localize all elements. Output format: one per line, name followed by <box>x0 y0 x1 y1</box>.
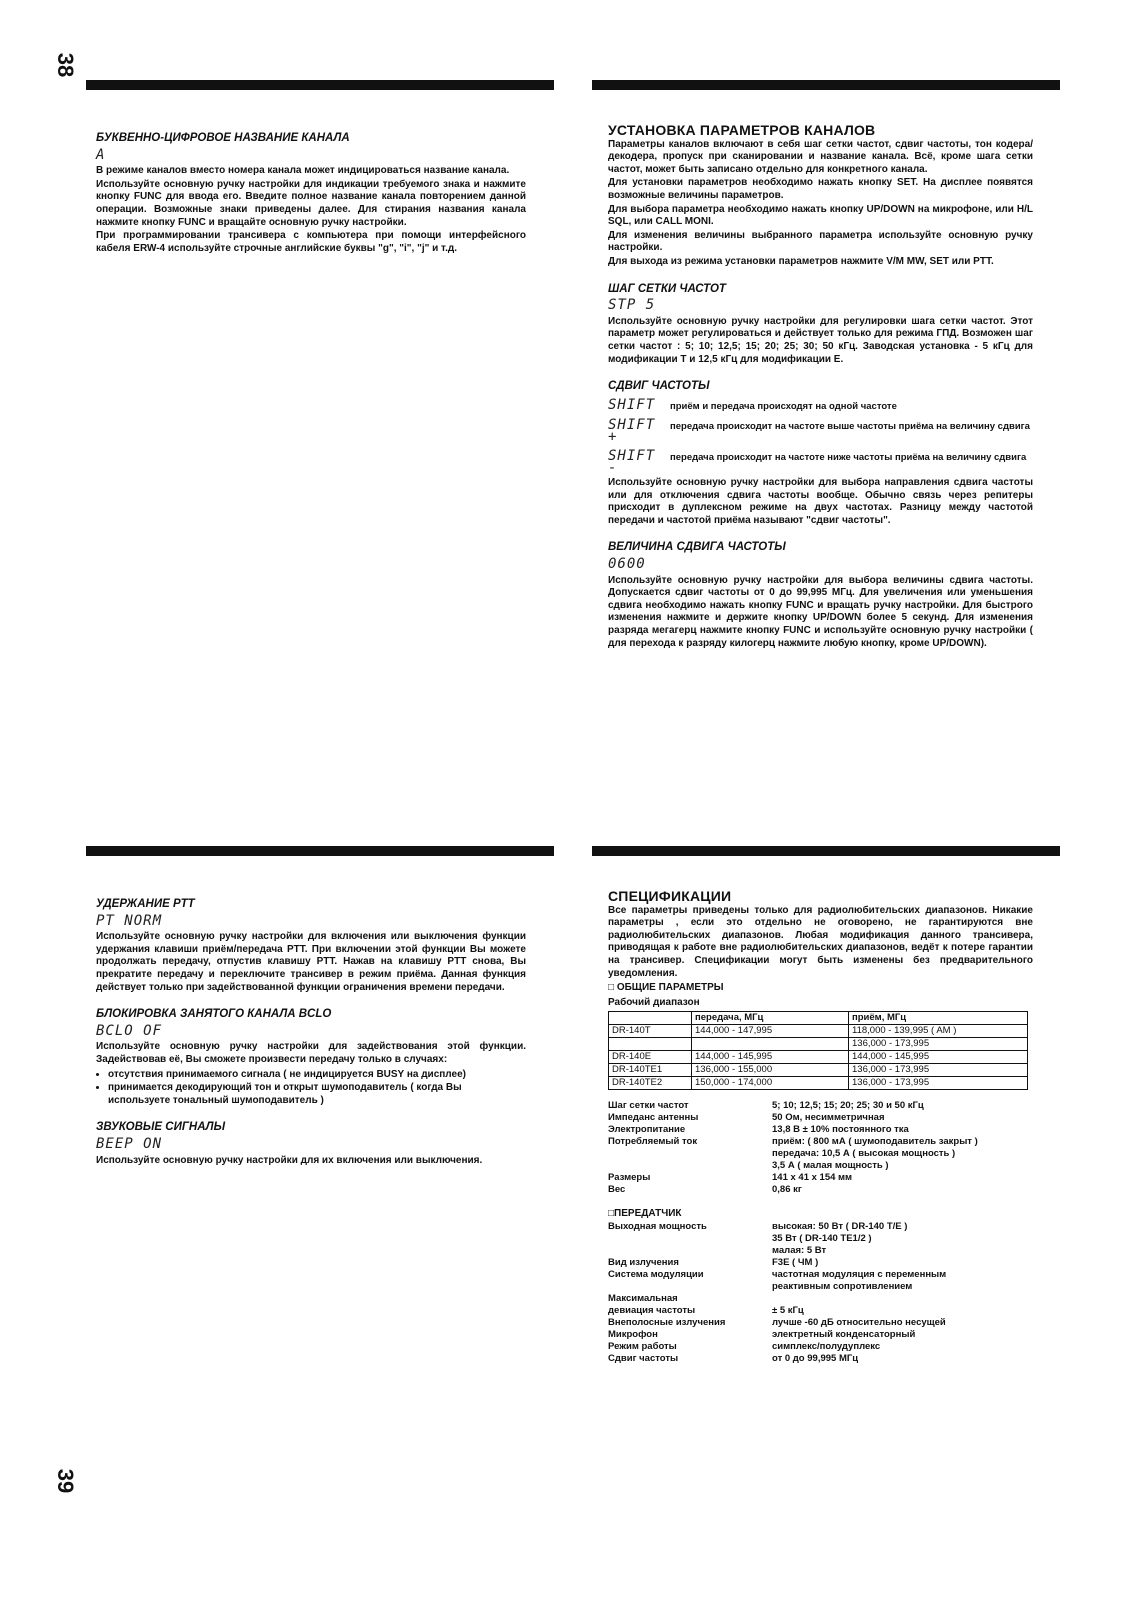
spec-row <box>608 1269 1033 1293</box>
spec-row <box>608 1293 1033 1305</box>
page-number-left: 38 <box>53 52 78 78</box>
spec-label: Режим работы <box>608 1340 677 1352</box>
setup-section <box>608 124 1033 651</box>
specs-title: СПЕЦИФИКАЦИИ <box>608 888 732 904</box>
general-specs <box>608 1100 1033 1196</box>
section-divider <box>592 846 1060 856</box>
table-row <box>609 1064 1028 1077</box>
shift-display: SHIFT + <box>608 416 656 446</box>
spec-value <box>772 1317 946 1329</box>
spec-label: Шаг сетки частот <box>608 1100 689 1112</box>
spec-row <box>608 1317 1033 1329</box>
table-cell: 136,000 - 173,995 <box>849 1038 1028 1051</box>
range-table <box>608 1011 1028 1090</box>
spec-value-line: 50 Ом, несимметричная <box>772 1112 885 1124</box>
offset-text: Используйте основную ручку настройки для выбора величины сдвига частоты. Допускается сдвиг частоты от 0 до 99,995 МГц. Для увеличения или уменьшения сдвига необходимо нажать кнопку FUNC и вращать ручку настройки. Для быстрого изменения нажмите и держите кнопку UP/DOWN более 5 секунд. Для изменения разряда мегагерц нажмите кнопку FUNC и используйте основную ручку настройки ( для перехода к разряду килогерц нажмите любую кнопку, кроме UP/DOWN). <box>608 574 1033 649</box>
shift-desc: приём и передача происходят на одной частоте <box>670 400 897 412</box>
table-cell: 118,000 - 139,995 ( AM ) <box>849 1025 1028 1038</box>
spec-label: Сдвиг частоты <box>608 1352 679 1364</box>
ptt-title: УДЕРЖАНИЕ PTT <box>96 898 195 910</box>
spec-value-line: 13,8 В ± 10% постоянного тка <box>772 1124 909 1136</box>
spec-label: Вид излучения <box>608 1256 679 1268</box>
spec-value <box>772 1329 915 1341</box>
beep-title: ЗВУКОВЫЕ СИГНАЛЫ <box>96 1121 226 1134</box>
step-text: Используйте основную ручку настройки для регулировки шага сетки частот. Этот параметр может регулироваться и действует только для режима ГПД. Возможен шаг сетки частот : 5; 10; 12,5; 15; 20; 25; 30; 50 кГц. Заводская установка - 5 кГц для модификации Т и 12,5 кГц для модификации Е. <box>608 315 1033 365</box>
spec-value <box>772 1184 802 1196</box>
alnum-paragraph: Используйте основную ручку настройки для индикации требуемого знака и нажмите кнопку FUNC для ввода его. Введите полное название канала повторением данной операции. Возможные знаки приведены далее. Для стирания названия канала нажмите кнопку FUNC и вращайте основную ручку настройки. <box>96 178 526 228</box>
spec-row <box>608 1112 1033 1124</box>
spec-row <box>608 1257 1033 1269</box>
spec-value-line: 3,5 А ( малая мощность ) <box>772 1160 889 1172</box>
table-cell <box>609 1038 692 1051</box>
offset-title: ВЕЛИЧИНА СДВИГА ЧАСТОТЫ <box>608 541 786 554</box>
spec-value <box>772 1112 885 1124</box>
ptt-display: PT NORM <box>96 912 163 929</box>
shift-desc: передача происходит на частоте выше частоты приёма на величину сдвига <box>670 420 1030 432</box>
table-cell: DR-140T <box>609 1025 692 1038</box>
spec-row <box>608 1353 1033 1365</box>
spec-value-line: лучше -60 дБ относительно несущей <box>772 1316 946 1328</box>
table-cell: DR-140TE1 <box>609 1064 692 1077</box>
alnum-paragraph: В режиме каналов вместо номера канала может индицироваться название канала. <box>96 165 510 177</box>
spec-value-line: 5; 10; 12,5; 15; 20; 25; 30 и 50 кГц <box>772 1100 924 1112</box>
table-header: передача, МГц <box>692 1012 849 1025</box>
spec-row <box>608 1305 1033 1317</box>
section-divider <box>86 846 554 856</box>
table-cell: 136,000 - 155,000 <box>692 1064 849 1077</box>
spec-label: девиация частоты <box>608 1304 696 1316</box>
ptt-text: Используйте основную ручку настройки для включения или выключения функции удержания клавиши приём/передача PTT. При включении этой функции Вы можете продолжать передачу, отпустив клавишу PTT. Нажав на клавишу PTT снова, Вы прекратите передачу и переключите трансивер в режим приёма. Данная функция действует только при задействованной функции ограничения времени передачи. <box>96 931 526 993</box>
spec-value-line: электретный конденсаторный <box>772 1328 916 1340</box>
spec-row <box>608 1100 1033 1112</box>
bclo-title: БЛОКИРОВКА ЗАНЯТОГО КАНАЛА BCLO <box>96 1008 332 1021</box>
table-header <box>609 1012 692 1025</box>
spec-value-line: F3E ( ЧМ ) <box>772 1256 819 1268</box>
spec-value-line: реактивным сопротивлением <box>772 1280 913 1292</box>
spec-value-line: малая: 5 Вт <box>772 1244 827 1256</box>
step-display: STP 5 <box>608 297 656 314</box>
specs-section <box>608 890 1033 1365</box>
spec-row <box>608 1329 1033 1341</box>
spec-value <box>772 1305 804 1317</box>
setup-paragraph: Для выхода из режима установки параметров нажмите V/M MW, SET или PTT. <box>608 255 994 267</box>
spec-value-line: от 0 до 99,995 МГц <box>772 1352 859 1364</box>
spec-value <box>772 1124 909 1136</box>
tx-specs <box>608 1221 1033 1365</box>
bclo-text: Используйте основную ручку настройки для задействования этой функции. Задействовав её, Вы сможете произвести передачу только в случаях: <box>96 1041 526 1065</box>
bclo-list <box>96 1069 526 1108</box>
spec-value-line: ± 5 кГц <box>772 1304 804 1316</box>
spec-value <box>772 1353 858 1365</box>
table-row <box>609 1051 1028 1064</box>
setup-paragraph: Для изменения величины выбранного параметра используйте основную ручку настройки. <box>608 229 1033 254</box>
section-divider <box>592 80 1060 90</box>
list-item: • принимается декодирующий тон и открыт шумоподавитель ( когда Вы используете тональный шумоподавитель ) <box>108 1082 526 1107</box>
beep-text: Используйте основную ручку настройки для их включения или выключения. <box>96 1154 483 1166</box>
table-cell: 144,000 - 147,995 <box>692 1025 849 1038</box>
general-head: □ ОБЩИЕ ПАРАМЕТРЫ <box>608 982 724 994</box>
table-row <box>609 1077 1028 1090</box>
table-header: приём, МГц <box>849 1012 1028 1025</box>
shift-option <box>608 447 1033 477</box>
spec-value-line: передача: 10,5 А ( высокая мощность ) <box>772 1148 956 1160</box>
spec-row <box>608 1341 1033 1353</box>
spec-label: Микрофон <box>608 1328 658 1340</box>
shift-option <box>608 396 1033 413</box>
spec-label: Электропитание <box>608 1124 686 1136</box>
spec-label: Внеполосные излучения <box>608 1316 726 1328</box>
spec-label: Максимальная <box>608 1292 678 1304</box>
spec-value <box>772 1136 978 1172</box>
table-row <box>609 1025 1028 1038</box>
table-cell <box>692 1038 849 1051</box>
spec-value <box>772 1221 907 1257</box>
range-head: Рабочий диапазон <box>608 996 700 1008</box>
spec-value <box>772 1172 852 1184</box>
setup-paragraph: Для выбора параметра необходимо нажать кнопку UP/DOWN на микрофоне, или H/L SQL, или CALL MONI. <box>608 203 1033 228</box>
shift-display: SHIFT <box>608 396 656 413</box>
setup-title: УСТАНОВКА ПАРАМЕТРОВ КАНАЛОВ <box>608 122 876 138</box>
shift-title: СДВИГ ЧАСТОТЫ <box>608 380 710 393</box>
spec-value-line: 35 Вт ( DR-140 TE1/2 ) <box>772 1232 872 1244</box>
setup-paragraph: Параметры каналов включают в себя шаг сетки частот, сдвиг частоты, тон кодера/декодера, пропуск при сканировании и название канала. Всё, кроме шага сетки частот, может быть записано отдельно для конкретного канала. <box>608 138 1033 175</box>
spec-label: Выходная мощность <box>608 1220 707 1232</box>
spec-value <box>772 1100 924 1112</box>
table-cell: 150,000 - 174,000 <box>692 1077 849 1090</box>
spec-label: Вес <box>608 1184 626 1196</box>
alnum-display: A <box>96 146 106 163</box>
shift-display: SHIFT - <box>608 447 656 477</box>
spec-label: Размеры <box>608 1172 651 1184</box>
table-cell: 144,000 - 145,995 <box>692 1051 849 1064</box>
tx-head: □ПЕРЕДАТЧИК <box>608 1208 682 1220</box>
step-title: ШАГ СЕТКИ ЧАСТОТ <box>608 282 726 295</box>
spec-row <box>608 1221 1033 1257</box>
alnum-paragraph: При программировании трансивера с компьютера при помощи интерфейсного кабеля ERW-4 используйте строчные английские буквы "g", "i", "j" и т.д. <box>96 230 526 254</box>
page-number-right: 39 <box>53 1468 78 1494</box>
spec-row <box>608 1184 1033 1196</box>
list-item: • отсутствия принимаемого сигнала ( не индицируется BUSY на дисплее) <box>108 1069 526 1082</box>
setup-paragraph: Для установки параметров необходимо нажать кнопку SET. На дисплее появятся возможные величины параметров. <box>608 177 1033 201</box>
alnum-section <box>96 132 526 256</box>
spec-row <box>608 1172 1033 1184</box>
spec-row <box>608 1136 1033 1172</box>
shift-option <box>608 416 1033 446</box>
spec-value-line: 141 x 41 x 154 мм <box>772 1172 853 1184</box>
table-row <box>609 1038 1028 1051</box>
spec-label: Импеданс антенны <box>608 1112 699 1124</box>
table-cell: DR-140TE2 <box>609 1077 692 1090</box>
spec-value <box>772 1257 818 1269</box>
shift-desc: передача происходит на частоте ниже частоты приёма на величину сдвига <box>670 451 1027 463</box>
spec-value-line: высокая: 50 Вт ( DR-140 T/E ) <box>772 1220 908 1232</box>
ptt-section <box>96 898 526 1168</box>
beep-display: BEEP ON <box>96 1135 163 1152</box>
alnum-title: БУКВЕННО-ЦИФРОВОЕ НАЗВАНИЕ КАНАЛА <box>96 132 350 144</box>
spec-row <box>608 1124 1033 1136</box>
spec-value-line: 0,86 кг <box>772 1184 802 1196</box>
spec-value <box>772 1341 880 1353</box>
spec-label: Система модуляции <box>608 1268 704 1280</box>
offset-display: 0600 <box>608 556 646 573</box>
spec-value-line: симплекс/полудуплекс <box>772 1340 881 1352</box>
table-cell: DR-140E <box>609 1051 692 1064</box>
table-cell: 144,000 - 145,995 <box>849 1051 1028 1064</box>
table-header-row <box>609 1012 1028 1025</box>
specs-intro: Все параметры приведены только для радиолюбительских диапазонов. Никакие параметры , если это отдельно не оговорено, не гарантируются вне радиолюбительских диапазонов. Любая модификация данного трансивера, приводящая к работе вне радиолюбительских диапазонов, ведёт к потере гарантии на трансивер. Спецификации могут быть изменены без предварительного уведомления. <box>608 904 1033 979</box>
table-cell: 136,000 - 173,995 <box>849 1064 1028 1077</box>
spec-value-line: частотная модуляция с переменным <box>772 1268 947 1280</box>
bclo-display: BCLO OF <box>96 1022 163 1039</box>
spec-value-line: приём: ( 800 мА ( шумоподавитель закрыт ) <box>772 1136 978 1148</box>
spec-value <box>772 1269 946 1293</box>
section-divider <box>86 80 554 90</box>
shift-text: Используйте основную ручку настройки для выбора направления сдвига частоты или для отключения сдвига частоты вообще. Обычно связь через репитеры присходит в дуплексном режиме на двух частотах. Разницу между частотой передачи и частотой приёма называют "сдвиг частоты". <box>608 477 1033 526</box>
table-cell: 136,000 - 173,995 <box>849 1077 1028 1090</box>
spec-label: Потребляемый ток <box>608 1136 698 1148</box>
